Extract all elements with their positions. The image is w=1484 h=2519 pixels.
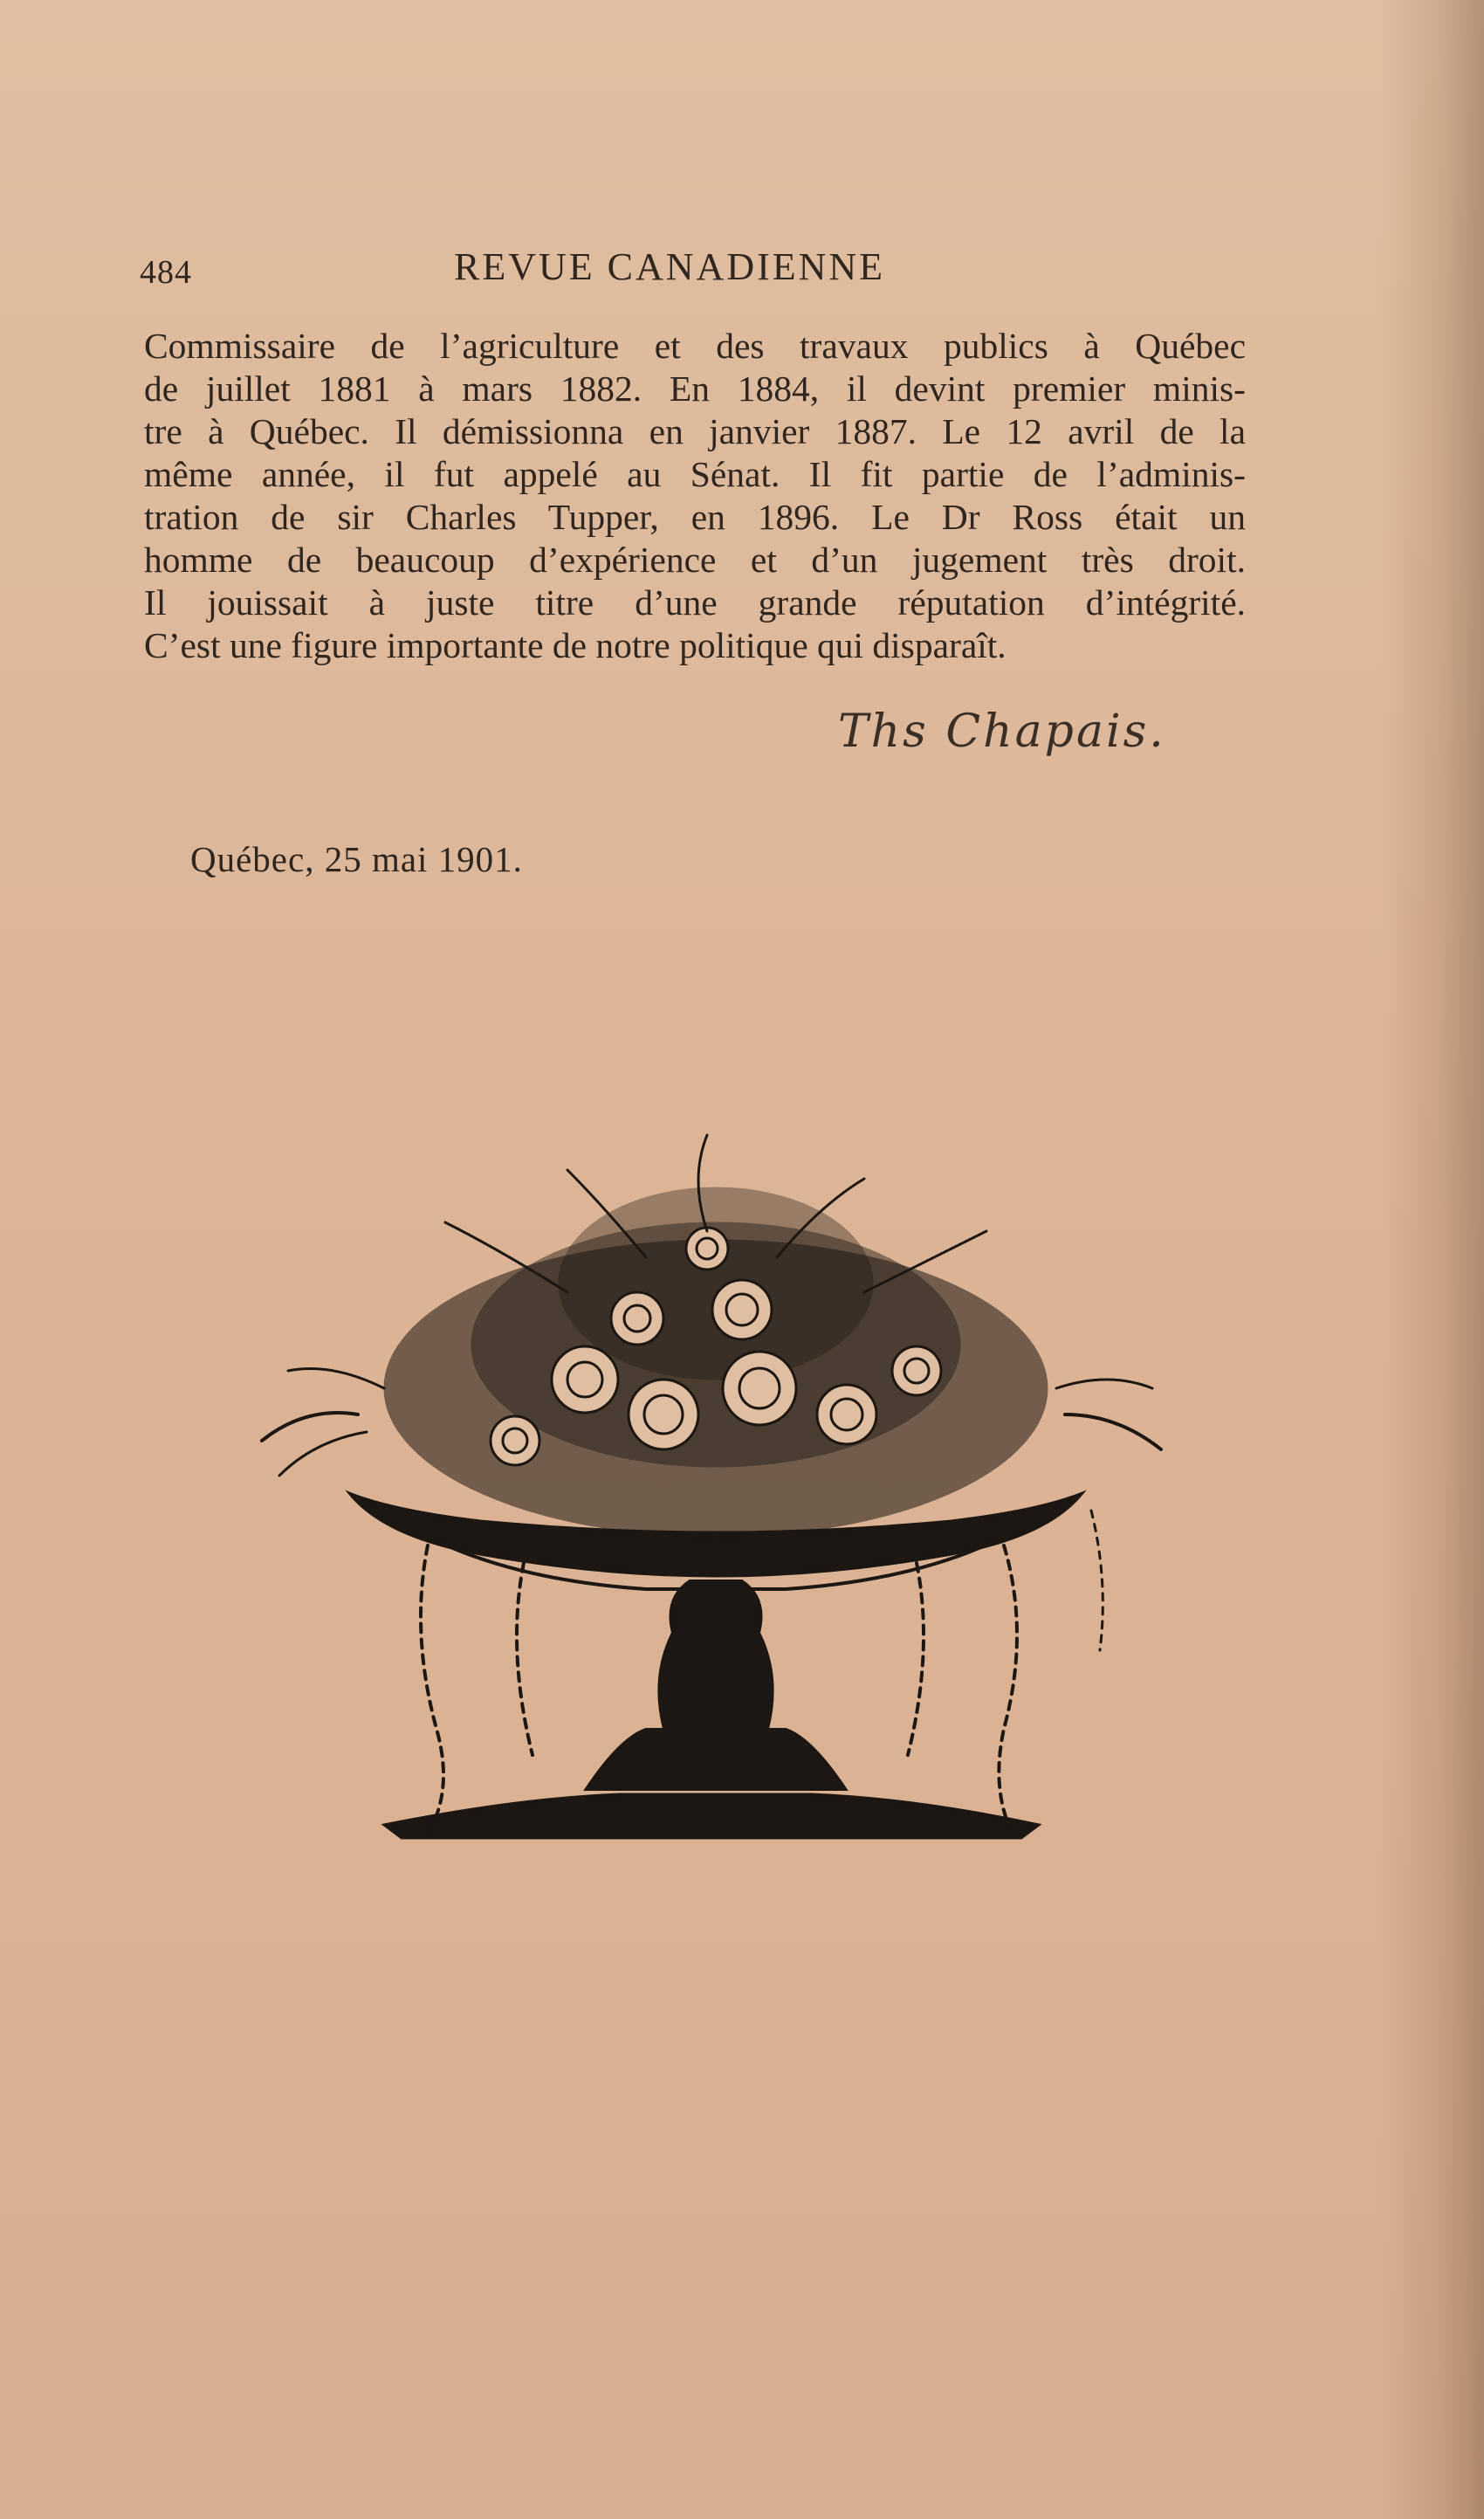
body-paragraph [144, 325, 1246, 667]
flower-urn-vignette [253, 1126, 1178, 1869]
body-line: C’est une figure importante de notre politique qui disparaît. [144, 625, 1007, 665]
dateline: Québec, 25 mai 1901. [190, 839, 523, 879]
journal-title: REVUE CANADIENNE [454, 245, 886, 288]
body-line: tration de sir Charles Tupper, en 1896. Le Dr Ross était un [144, 497, 1246, 537]
urn-pedestal [658, 1580, 773, 1729]
body-line: même année, il fut appelé au Sénat. Il fit partie de l’adminis- [144, 454, 1246, 494]
author-signature: Ths Chapais. [838, 705, 1166, 758]
body-line: Commissaire de l’agriculture et des travaux publics à Québec [144, 326, 1246, 366]
body-line: de juillet 1881 à mars 1882. En 1884, il devint premier minis- [144, 368, 1246, 409]
urn-base [384, 1794, 1039, 1838]
body-line: homme de beaucoup d’expérience et d’un jugement très droit. [144, 540, 1246, 580]
running-head [140, 244, 1248, 297]
page-number: 484 [140, 254, 192, 291]
body-line: tre à Québec. Il démissionna en janvier 1887. Le 12 avril de la [144, 411, 1246, 451]
body-line: Il jouissait à juste titre d’une grande réputation d’intégrité. [144, 582, 1246, 623]
